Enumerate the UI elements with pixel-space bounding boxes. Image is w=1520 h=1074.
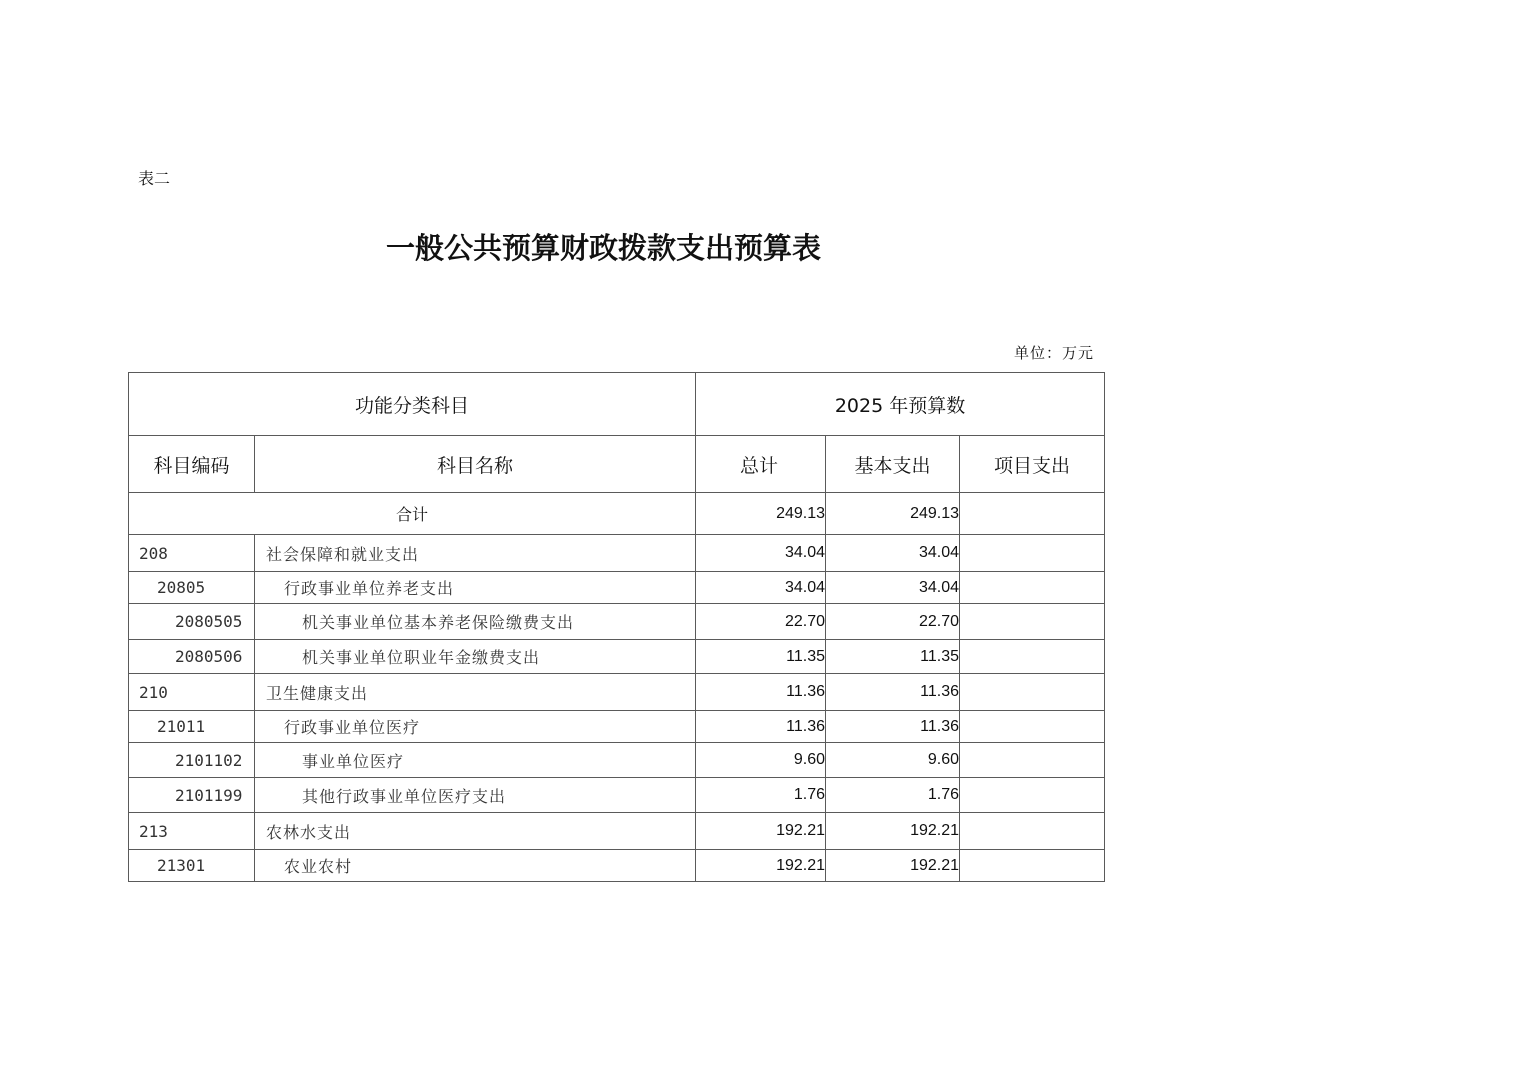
row-code: 2080505 <box>129 604 255 640</box>
row-project <box>960 711 1105 743</box>
row-basic: 34.04 <box>826 535 960 572</box>
row-project <box>960 674 1105 711</box>
row-code: 213 <box>129 813 255 850</box>
unit-label: 单位：万元 <box>1013 344 1094 362</box>
row-project <box>960 813 1105 850</box>
row-name: 事业单位医疗 <box>255 743 696 778</box>
table-row <box>129 778 1105 813</box>
row-total: 11.36 <box>696 674 826 711</box>
row-total: 34.04 <box>696 535 826 572</box>
row-basic: 9.60 <box>826 743 960 778</box>
row-total: 192.21 <box>696 813 826 850</box>
row-name: 行政事业单位医疗 <box>255 711 696 743</box>
row-project <box>960 535 1105 572</box>
row-project <box>960 640 1105 674</box>
row-basic: 11.35 <box>826 640 960 674</box>
row-project <box>960 572 1105 604</box>
total-project <box>960 493 1105 535</box>
total-total: 249.13 <box>696 493 826 535</box>
table-row <box>129 604 1105 640</box>
row-name: 机关事业单位基本养老保险缴费支出 <box>255 604 696 640</box>
row-code: 2101102 <box>129 743 255 778</box>
total-label: 合计 <box>129 493 696 535</box>
header-budget-group: 2025 年预算数 <box>696 373 1105 436</box>
row-code: 20805 <box>129 572 255 604</box>
table-row <box>129 711 1105 743</box>
table-row <box>129 813 1105 850</box>
row-name: 其他行政事业单位医疗支出 <box>255 778 696 813</box>
header-total: 总计 <box>696 436 826 493</box>
row-total: 9.60 <box>696 743 826 778</box>
row-project <box>960 604 1105 640</box>
header-project: 项目支出 <box>960 436 1105 493</box>
row-code: 2101199 <box>129 778 255 813</box>
row-total: 22.70 <box>696 604 826 640</box>
header-row-columns <box>129 436 1105 493</box>
row-project <box>960 850 1105 882</box>
row-basic: 192.21 <box>826 813 960 850</box>
row-project <box>960 778 1105 813</box>
table-row <box>129 535 1105 572</box>
row-name: 农林水支出 <box>255 813 696 850</box>
row-basic: 11.36 <box>826 674 960 711</box>
table-row <box>129 743 1105 778</box>
header-basic: 基本支出 <box>826 436 960 493</box>
table-row <box>129 572 1105 604</box>
header-subject-group: 功能分类科目 <box>129 373 696 436</box>
table-row <box>129 640 1105 674</box>
row-total: 11.35 <box>696 640 826 674</box>
row-code: 208 <box>129 535 255 572</box>
header-code: 科目编码 <box>129 436 255 493</box>
row-total: 11.36 <box>696 711 826 743</box>
page-title: 一般公共预算财政拨款支出预算表 <box>386 231 822 265</box>
row-code: 21301 <box>129 850 255 882</box>
row-basic: 11.36 <box>826 711 960 743</box>
total-row <box>129 493 1105 535</box>
row-name: 机关事业单位职业年金缴费支出 <box>255 640 696 674</box>
row-code: 21011 <box>129 711 255 743</box>
total-basic: 249.13 <box>826 493 960 535</box>
header-row-group <box>129 373 1105 436</box>
row-name: 农业农村 <box>255 850 696 882</box>
row-basic: 22.70 <box>826 604 960 640</box>
table-row <box>129 850 1105 882</box>
table-number-label: 表二 <box>138 169 171 188</box>
row-total: 34.04 <box>696 572 826 604</box>
row-name: 行政事业单位养老支出 <box>255 572 696 604</box>
table-row <box>129 674 1105 711</box>
header-name: 科目名称 <box>255 436 696 493</box>
row-code: 2080506 <box>129 640 255 674</box>
row-code: 210 <box>129 674 255 711</box>
row-basic: 192.21 <box>826 850 960 882</box>
row-name: 卫生健康支出 <box>255 674 696 711</box>
row-name: 社会保障和就业支出 <box>255 535 696 572</box>
row-total: 192.21 <box>696 850 826 882</box>
row-basic: 34.04 <box>826 572 960 604</box>
row-project <box>960 743 1105 778</box>
budget-table <box>128 372 1105 882</box>
row-basic: 1.76 <box>826 778 960 813</box>
row-total: 1.76 <box>696 778 826 813</box>
